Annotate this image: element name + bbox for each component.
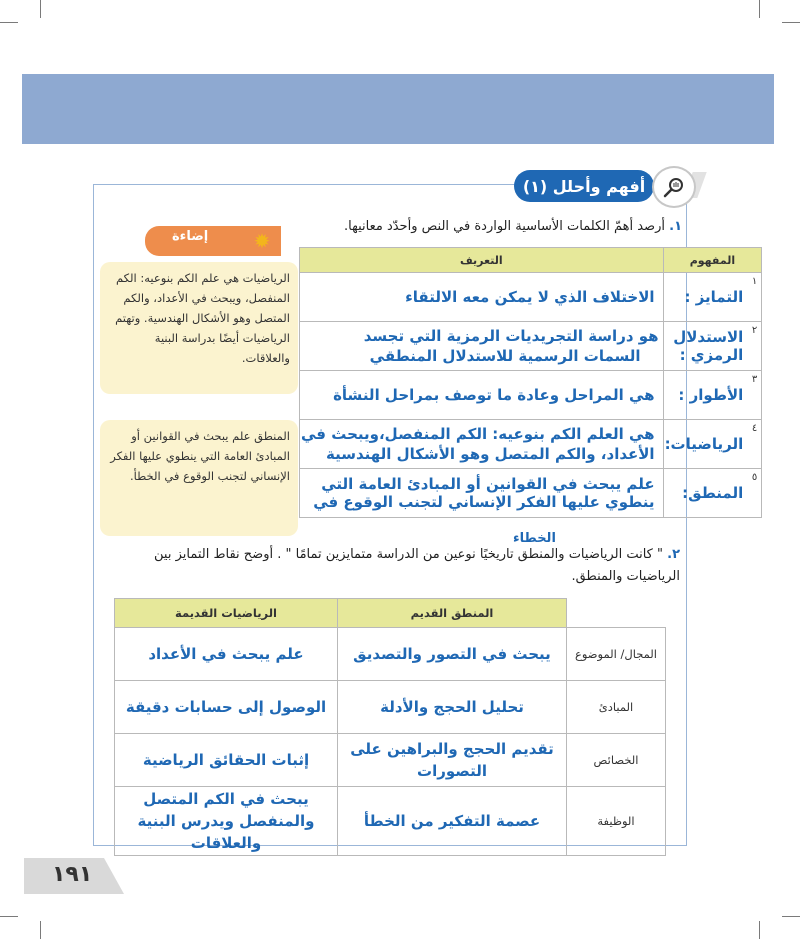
question-text: أرصد أهمّ الكلمات الأساسية الواردة في النص وأحدّد معانيها. bbox=[343, 219, 665, 234]
definition-overflow: الخطاء bbox=[513, 531, 556, 546]
question-2 bbox=[110, 544, 680, 588]
row-number: ٤ bbox=[751, 423, 758, 434]
logic-cell: عصمة التفكير من الخطأ bbox=[338, 787, 567, 856]
table-row bbox=[300, 469, 762, 518]
crop-mark bbox=[759, 0, 760, 18]
definition-cell: هي المراحل وعادة ما توصف بمراحل النشأة bbox=[333, 386, 655, 404]
math-cell: الوصول إلى حسابات دقيقة bbox=[115, 681, 338, 734]
math-cell: يبحث في الكم المتصل والمنفصل ويدرس البنية والعلاقات bbox=[115, 787, 338, 856]
definition-cell-line2: السمات الرسمية للاستدلال المنطقي bbox=[369, 347, 641, 365]
row-number: ٥ bbox=[751, 472, 758, 483]
page-number: ١٩١ bbox=[52, 862, 93, 887]
logic-cell: تقديم الحجج والبراهين على التصورات bbox=[338, 734, 567, 787]
row-label: الوظيفة bbox=[567, 787, 666, 856]
table-row bbox=[115, 681, 666, 734]
row-label: المجال/ الموضوع bbox=[567, 628, 666, 681]
highlight-note: الرياضيات هي علم الكم بنوعيه: الكم المنفصل، ويبحث في الأعداد، والكم المتصل وهو الأشكال الهندسية. وتهتم الرياضيات أيضًا بدراسة البنية والعلاقات. bbox=[100, 262, 298, 394]
table-header-row bbox=[115, 599, 666, 628]
row-number: ١ bbox=[751, 276, 758, 287]
question-1 bbox=[344, 219, 682, 234]
table-row bbox=[115, 787, 666, 856]
table-row bbox=[300, 420, 762, 469]
concept-cell: التمايز : bbox=[684, 288, 744, 306]
row-number: ٢ bbox=[751, 325, 758, 336]
table-row bbox=[300, 322, 762, 371]
highlight-label: إضاءة bbox=[172, 229, 209, 244]
math-cell: علم يبحث في الأعداد bbox=[115, 628, 338, 681]
definition-cell: الاختلاف الذي لا يمكن معه الالتقاء bbox=[405, 288, 655, 306]
table-row bbox=[115, 628, 666, 681]
crop-mark bbox=[782, 916, 800, 917]
table-row bbox=[300, 371, 762, 420]
table-row bbox=[115, 734, 666, 787]
definition-cell-line2: ينطوي عليها الفكر الإنساني لتجنب الوقوع في bbox=[313, 493, 655, 511]
concept-cell: الرياضيات: bbox=[664, 435, 744, 453]
sun-icon: ✹ bbox=[253, 229, 271, 253]
header-logic: المنطق القديم bbox=[338, 599, 567, 628]
concept-cell: الاستدلال الرمزي : bbox=[673, 328, 744, 364]
question-text: " كانت الرياضيات والمنطق تاريخيًا نوعين من الدراسة متمايزين تمامًا " . أوضح نقاط التمايز بين الرياضيات والمنطق. bbox=[154, 547, 680, 584]
table-row bbox=[300, 273, 762, 322]
crop-mark bbox=[759, 921, 760, 939]
row-label: المبادئ bbox=[567, 681, 666, 734]
logic-cell: يبحث في التصور والتصديق bbox=[338, 628, 567, 681]
section-title: أفهم وأحلل (١) bbox=[514, 170, 654, 202]
concepts-table bbox=[299, 247, 762, 518]
logic-note: المنطق علم يبحث في القوانين أو المبادئ العامة التي ينطوي عليها الفكر الإنساني لتجنب الوقوع في الخطأ. bbox=[100, 420, 298, 536]
crop-mark bbox=[40, 921, 41, 939]
question-number: ٢. bbox=[667, 547, 680, 562]
row-label: الخصائص bbox=[567, 734, 666, 787]
top-banner bbox=[22, 74, 774, 144]
concept-cell: المنطق: bbox=[682, 484, 744, 502]
definition-cell: هو دراسة التجريديات الرمزية التي تجسد bbox=[363, 327, 659, 345]
header-definition: التعريف bbox=[300, 248, 664, 273]
header-concept: المفهوم bbox=[663, 248, 762, 273]
table-header-row bbox=[300, 248, 762, 273]
logic-cell: تحليل الحجج والأدلة bbox=[338, 681, 567, 734]
math-cell: إثبات الحقائق الرياضية bbox=[115, 734, 338, 787]
crop-mark bbox=[782, 22, 800, 23]
magnifier-icon bbox=[652, 166, 696, 208]
crop-mark bbox=[0, 22, 18, 23]
header-math: الرياضيات القديمة bbox=[115, 599, 338, 628]
crop-mark bbox=[0, 916, 18, 917]
header-empty bbox=[567, 599, 666, 628]
definition-cell-line2: الأعداد، والكم المتصل وهو الأشكال الهندسية bbox=[325, 445, 655, 463]
concept-cell: الأطوار : bbox=[678, 386, 744, 404]
row-number: ٣ bbox=[751, 374, 758, 385]
crop-mark bbox=[40, 0, 41, 18]
definition-cell: هي العلم الكم بنوعيه: الكم المنفصل،ويبحث في bbox=[301, 425, 655, 443]
comparison-table bbox=[114, 598, 666, 856]
question-number: ١. bbox=[669, 219, 682, 234]
definition-cell: علم يبحث في القوانين أو المبادئ العامة التي bbox=[321, 475, 655, 493]
